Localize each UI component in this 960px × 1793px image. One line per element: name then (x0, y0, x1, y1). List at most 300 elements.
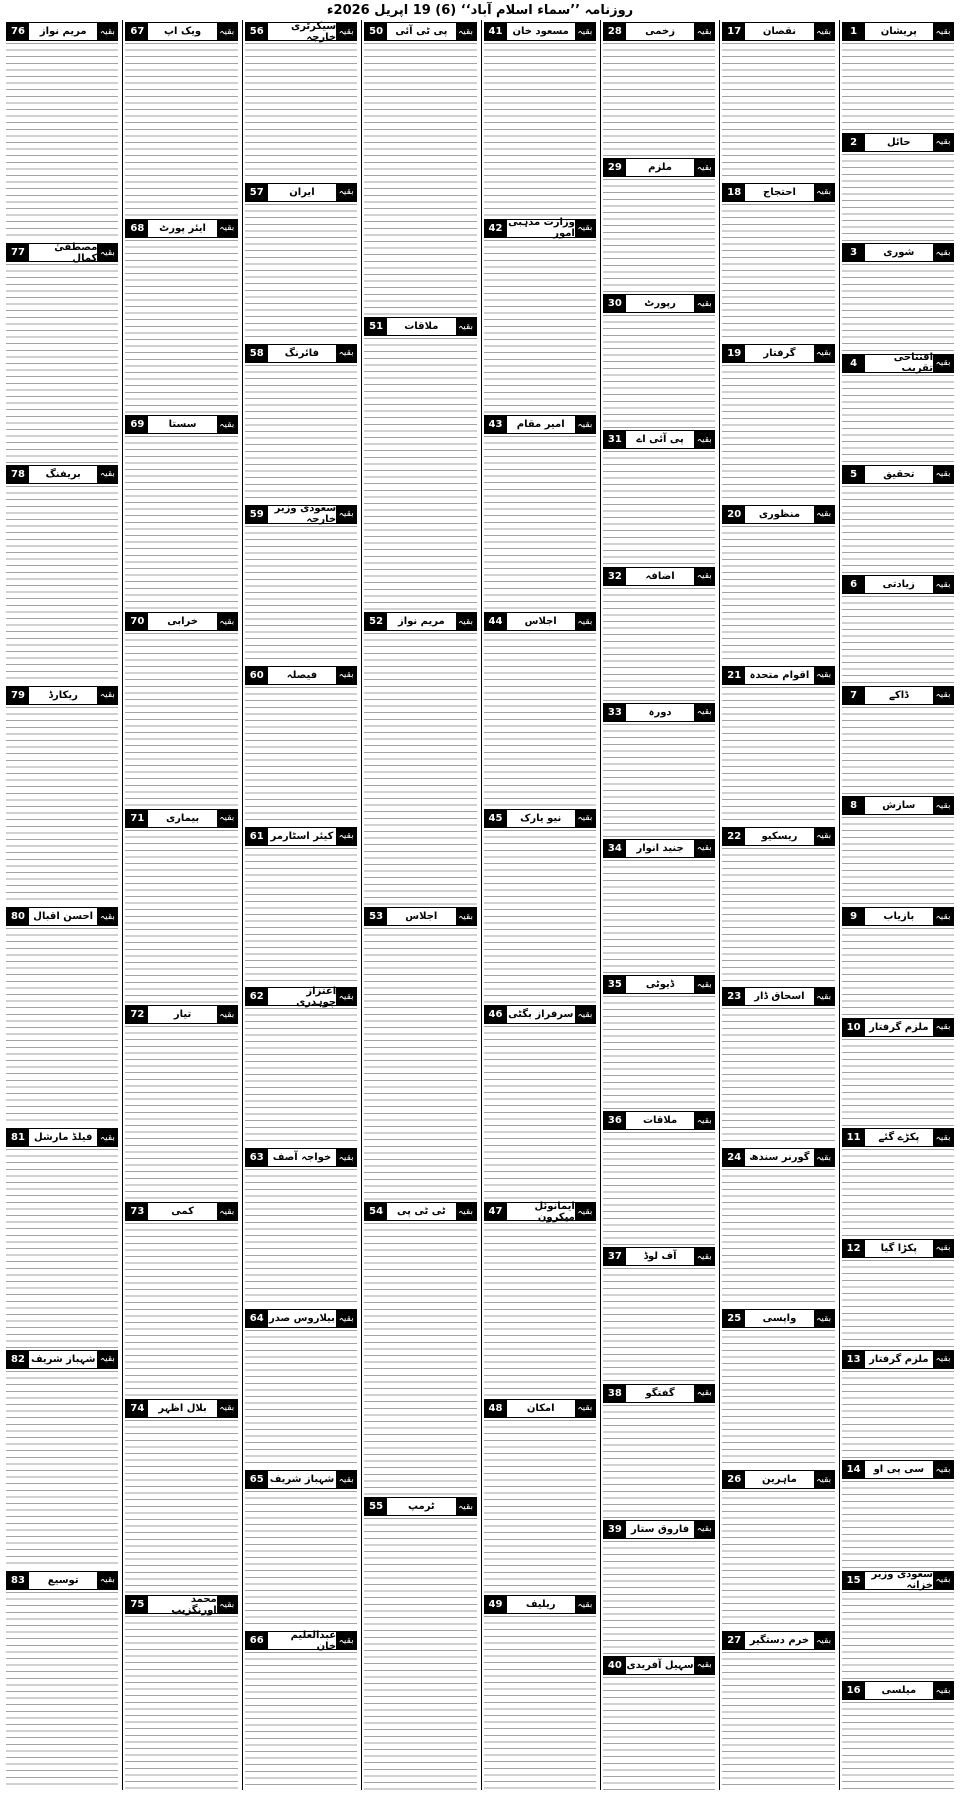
lead-label: بقیہ (814, 988, 834, 1005)
continuation-item (842, 1126, 954, 1237)
continuation-keyword: اضافہ (626, 568, 694, 585)
continuation-number: 9 (843, 908, 865, 925)
continuation-number: 72 (126, 1006, 148, 1023)
continuation-item (484, 1200, 596, 1397)
lead-label: بقیہ (575, 220, 595, 237)
continuation-number: 66 (246, 1632, 268, 1649)
continuation-header (603, 22, 715, 41)
continuation-keyword: واپسی (745, 1310, 813, 1327)
continuation-keyword: دورہ (626, 704, 694, 721)
lead-label: بقیہ (694, 159, 714, 176)
article-body-text (603, 315, 715, 428)
continuation-header (722, 1148, 834, 1167)
lead-label: بقیہ (97, 687, 117, 704)
continuation-item (842, 905, 954, 1016)
lead-label: بقیہ (694, 1112, 714, 1129)
article-body-text (245, 526, 357, 664)
continuation-number: 30 (604, 295, 626, 312)
article-body-text (245, 43, 357, 181)
continuation-item (6, 463, 118, 684)
lead-label: بقیہ (575, 1203, 595, 1220)
continuation-keyword: ٹی ٹی پی (387, 1203, 455, 1220)
article-body-text (484, 1026, 596, 1200)
continuation-header (245, 987, 357, 1006)
article-body-text (484, 830, 596, 1004)
lead-label: بقیہ (336, 667, 356, 684)
continuation-header (603, 294, 715, 313)
continuation-number: 77 (7, 244, 29, 261)
continuation-keyword: جنید انوار (626, 840, 694, 857)
continuation-item (842, 794, 954, 905)
continuation-number: 70 (126, 613, 148, 630)
lead-label: بقیہ (456, 613, 476, 630)
lead-label: بقیہ (814, 1149, 834, 1166)
continuation-header (245, 1309, 357, 1328)
lead-label: بقیہ (933, 355, 953, 372)
lead-label: بقیہ (97, 1572, 117, 1589)
continuation-item (484, 610, 596, 807)
continuation-header (364, 612, 476, 631)
continuation-item (722, 1307, 834, 1468)
article-body-text (722, 1652, 834, 1790)
continuation-number: 16 (843, 1682, 865, 1699)
continuation-header (722, 987, 834, 1006)
article-body-text (484, 436, 596, 610)
continuation-item (364, 905, 476, 1200)
continuation-item (364, 20, 476, 315)
continuation-number: 1 (843, 23, 865, 40)
article-body-text (603, 860, 715, 973)
continuation-number: 52 (365, 613, 387, 630)
continuation-keyword: تیار (148, 1006, 216, 1023)
article-body-text (603, 588, 715, 701)
continuation-keyword: پی آئی اے (626, 431, 694, 448)
article-body-text (6, 928, 118, 1126)
lead-label: بقیہ (694, 704, 714, 721)
continuation-keyword: اعتزاز چوہدری (268, 988, 336, 1005)
lead-label: بقیہ (933, 1019, 953, 1036)
continuation-keyword: سی پی او (865, 1461, 933, 1478)
lead-label: بقیہ (217, 416, 237, 433)
article-body-text (842, 1039, 954, 1127)
news-column (839, 20, 956, 1790)
continuation-item (6, 684, 118, 905)
continuation-number: 10 (843, 1019, 865, 1036)
continuation-keyword: خرم دستگیر (745, 1632, 813, 1649)
continuation-keyword: پریشان (865, 23, 933, 40)
continuation-header (722, 22, 834, 41)
continuation-keyword: ماہرین (745, 1471, 813, 1488)
article-body-text (603, 1132, 715, 1245)
continuation-number: 67 (126, 23, 148, 40)
continuation-item (245, 1629, 357, 1790)
continuation-item (484, 1593, 596, 1790)
article-body-text (842, 1149, 954, 1237)
continuation-keyword: ملزم گرفتار (865, 1351, 933, 1368)
article-body-text (125, 633, 237, 807)
lead-label: بقیہ (814, 184, 834, 201)
continuation-header (484, 415, 596, 434)
lead-label: بقیہ (694, 1248, 714, 1265)
continuation-item (245, 342, 357, 503)
lead-label: بقیہ (814, 23, 834, 40)
article-body-text (603, 1268, 715, 1381)
continuation-header (245, 1148, 357, 1167)
lead-label: بقیہ (217, 1006, 237, 1023)
continuation-number: 37 (604, 1248, 626, 1265)
continuation-number: 76 (7, 23, 29, 40)
continuation-keyword: سعودی وزیر خارجہ (268, 506, 336, 523)
continuation-header (125, 1005, 237, 1024)
continuation-keyword: ایران (268, 184, 336, 201)
article-body-text (484, 43, 596, 217)
continuation-item (364, 1495, 476, 1790)
article-body-text (842, 154, 954, 242)
lead-label: بقیہ (97, 23, 117, 40)
continuation-header (842, 1571, 954, 1590)
continuation-header (603, 1247, 715, 1266)
article-body-text (245, 1330, 357, 1468)
continuation-keyword: احسن اقبال (29, 908, 97, 925)
continuation-item (722, 1468, 834, 1629)
continuation-number: 29 (604, 159, 626, 176)
continuation-item (722, 342, 834, 503)
article-body-text (125, 1223, 237, 1397)
continuation-header (6, 686, 118, 705)
article-body-text (722, 43, 834, 181)
continuation-item (842, 20, 954, 131)
continuation-header (245, 22, 357, 41)
continuation-keyword: ریکارڈ (29, 687, 97, 704)
lead-label: بقیہ (97, 1351, 117, 1368)
continuation-number: 23 (723, 988, 745, 1005)
continuation-item (842, 1348, 954, 1459)
continuation-number: 50 (365, 23, 387, 40)
lead-label: بقیہ (694, 1521, 714, 1538)
continuation-header (6, 465, 118, 484)
continuation-header (603, 1384, 715, 1403)
lead-label: بقیہ (336, 506, 356, 523)
continuation-header (603, 1656, 715, 1675)
continuation-number: 82 (7, 1351, 29, 1368)
continuation-number: 45 (485, 810, 507, 827)
continuation-number: 18 (723, 184, 745, 201)
continuation-keyword: مسعود خان (507, 23, 575, 40)
continuation-header (842, 907, 954, 926)
continuation-item (722, 985, 834, 1146)
continuation-item (6, 241, 118, 462)
continuation-header (603, 1520, 715, 1539)
continuation-keyword: سیکرٹری خارجہ (268, 23, 336, 40)
article-body-text (245, 687, 357, 825)
continuation-item (484, 1003, 596, 1200)
continuation-number: 48 (485, 1400, 507, 1417)
lead-label: بقیہ (97, 466, 117, 483)
continuation-number: 49 (485, 1596, 507, 1613)
article-body-text (842, 486, 954, 574)
continuation-number: 17 (723, 23, 745, 40)
continuation-number: 60 (246, 667, 268, 684)
lead-label: بقیہ (694, 976, 714, 993)
continuation-number: 56 (246, 23, 268, 40)
continuation-number: 31 (604, 431, 626, 448)
continuation-number: 40 (604, 1657, 626, 1674)
continuation-header (484, 809, 596, 828)
continuation-header (484, 1202, 596, 1221)
continuation-header (842, 354, 954, 373)
continuation-header (364, 22, 476, 41)
article-body-text (245, 1008, 357, 1146)
news-column (600, 20, 717, 1790)
continuation-item (484, 1397, 596, 1594)
continuation-keyword: پکڑا گیا (865, 1240, 933, 1257)
continuation-number: 4 (843, 355, 865, 372)
continuation-keyword: سہیل آفریدی (626, 1657, 694, 1674)
article-body-text (842, 1371, 954, 1459)
continuation-item (484, 20, 596, 217)
lead-label: بقیہ (694, 840, 714, 857)
continuation-number: 20 (723, 506, 745, 523)
continuation-header (245, 183, 357, 202)
continuation-item (603, 701, 715, 837)
continuation-keyword: ٹرمپ (387, 1498, 455, 1515)
article-body-text (603, 1677, 715, 1790)
continuation-number: 68 (126, 220, 148, 237)
article-body-text (842, 1702, 954, 1790)
continuation-header (842, 1350, 954, 1369)
continuation-number: 59 (246, 506, 268, 523)
continuation-keyword: گرفتار (745, 345, 813, 362)
article-body-text (603, 1541, 715, 1654)
continuation-keyword: مریم نواز (387, 613, 455, 630)
lead-label: بقیہ (336, 1471, 356, 1488)
continuation-keyword: بازیاب (865, 908, 933, 925)
continuation-keyword: سعودی وزیر خزانہ (865, 1572, 933, 1589)
continuation-header (6, 907, 118, 926)
continuation-keyword: بیلاروس صدر (268, 1310, 336, 1327)
continuation-header (6, 1128, 118, 1147)
lead-label: بقیہ (575, 613, 595, 630)
continuation-header (484, 1399, 596, 1418)
continuation-keyword: مریم نواز (29, 23, 97, 40)
continuation-number: 19 (723, 345, 745, 362)
continuation-header (722, 666, 834, 685)
continuation-item (125, 1200, 237, 1397)
continuation-header (842, 796, 954, 815)
continuation-header (364, 1202, 476, 1221)
continuation-item (842, 463, 954, 574)
continuation-header (842, 575, 954, 594)
continuation-number: 7 (843, 687, 865, 704)
lead-label: بقیہ (336, 23, 356, 40)
continuation-item (842, 352, 954, 463)
continuation-header (842, 465, 954, 484)
article-body-text (722, 526, 834, 664)
lead-label: بقیہ (217, 23, 237, 40)
lead-label: بقیہ (933, 1129, 953, 1146)
continuation-header (245, 666, 357, 685)
lead-label: بقیہ (694, 1385, 714, 1402)
continuation-number: 78 (7, 466, 29, 483)
lead-label: بقیہ (933, 1461, 953, 1478)
lead-label: بقیہ (814, 1310, 834, 1327)
continuation-number: 5 (843, 466, 865, 483)
continuation-number: 11 (843, 1129, 865, 1146)
article-body-text (245, 204, 357, 342)
continuation-item (245, 1307, 357, 1468)
continuation-item (125, 807, 237, 1004)
article-body-text (842, 596, 954, 684)
continuation-number: 6 (843, 576, 865, 593)
article-body-text (364, 1518, 476, 1790)
continuation-header (364, 1497, 476, 1516)
continuation-header (842, 22, 954, 41)
continuation-number: 43 (485, 416, 507, 433)
continuation-keyword: احتجاج (745, 184, 813, 201)
continuation-keyword: نیو یارک (507, 810, 575, 827)
continuation-header (722, 344, 834, 363)
article-body-text (722, 848, 834, 986)
continuation-keyword: ویک اپ (148, 23, 216, 40)
continuation-keyword: شہباز شریف (268, 1471, 336, 1488)
continuation-number: 64 (246, 1310, 268, 1327)
lead-label: بقیہ (456, 1203, 476, 1220)
continuation-keyword: اجلاس (387, 908, 455, 925)
continuation-header (484, 22, 596, 41)
lead-label: بقیہ (575, 1006, 595, 1023)
article-body-text (722, 687, 834, 825)
lead-label: بقیہ (217, 1203, 237, 1220)
continuation-header (125, 612, 237, 631)
continuation-item (842, 684, 954, 795)
continuation-item (245, 1146, 357, 1307)
continuation-item (125, 1397, 237, 1594)
continuation-header (603, 567, 715, 586)
continuation-number: 22 (723, 828, 745, 845)
article-body-text (245, 1491, 357, 1629)
continuation-keyword: ملزم گرفتار (865, 1019, 933, 1036)
continuation-header (484, 1005, 596, 1024)
continuation-item (603, 837, 715, 973)
lead-label: بقیہ (933, 687, 953, 704)
continuation-keyword: اقوام متحدہ (745, 667, 813, 684)
continuation-keyword: بیماری (148, 810, 216, 827)
continuation-item (842, 573, 954, 684)
continuation-header (722, 183, 834, 202)
continuation-item (603, 973, 715, 1109)
lead-label: بقیہ (336, 1310, 356, 1327)
continuation-item (6, 1126, 118, 1347)
continuation-keyword: سازش (865, 797, 933, 814)
article-body-text (722, 1491, 834, 1629)
continuation-header (484, 219, 596, 238)
continuation-item (842, 1679, 954, 1790)
continuation-keyword: بلال اظہر (148, 1400, 216, 1417)
article-body-text (6, 43, 118, 241)
lead-label: بقیہ (575, 810, 595, 827)
continuation-keyword: خواجہ آصف (268, 1149, 336, 1166)
continuation-number: 27 (723, 1632, 745, 1649)
continuation-header (364, 907, 476, 926)
continuation-item (722, 1146, 834, 1307)
continuation-item (245, 825, 357, 986)
article-body-text (364, 1223, 476, 1495)
continuation-header (842, 1681, 954, 1700)
continuation-item (245, 985, 357, 1146)
continuation-number: 3 (843, 244, 865, 261)
continuation-item (603, 428, 715, 564)
article-body-text (484, 1223, 596, 1397)
continuation-item (245, 503, 357, 664)
news-column (719, 20, 836, 1790)
article-body-text (125, 436, 237, 610)
article-body-text (722, 1330, 834, 1468)
continuation-number: 42 (485, 220, 507, 237)
lead-label: بقیہ (933, 134, 953, 151)
continuation-keyword: فاروق ستار (626, 1521, 694, 1538)
article-body-text (484, 1420, 596, 1594)
article-body-text (6, 486, 118, 684)
continuation-header (603, 839, 715, 858)
continuation-header (484, 1595, 596, 1614)
continuation-number: 74 (126, 1400, 148, 1417)
lead-label: بقیہ (336, 184, 356, 201)
lead-label: بقیہ (575, 1596, 595, 1613)
continuation-number: 65 (246, 1471, 268, 1488)
continuation-item (245, 181, 357, 342)
columns-container (4, 20, 956, 1790)
continuation-header (6, 1350, 118, 1369)
continuation-item (842, 1569, 954, 1680)
continuation-keyword: سستا (148, 416, 216, 433)
continuation-item (842, 241, 954, 352)
lead-label: بقیہ (456, 318, 476, 335)
article-body-text (722, 1008, 834, 1146)
continuation-header (842, 243, 954, 262)
continuation-keyword: سرفراز بگٹی (507, 1006, 575, 1023)
continuation-header (722, 1309, 834, 1328)
article-body-text (6, 264, 118, 462)
continuation-header (245, 827, 357, 846)
continuation-header (125, 809, 237, 828)
continuation-header (125, 415, 237, 434)
continuation-keyword: زیادتی (865, 576, 933, 593)
continuation-header (6, 22, 118, 41)
continuation-number: 51 (365, 318, 387, 335)
lead-label: بقیہ (694, 1657, 714, 1674)
continuation-number: 26 (723, 1471, 745, 1488)
lead-label: بقیہ (336, 828, 356, 845)
continuation-item (722, 1629, 834, 1790)
continuation-item (364, 315, 476, 610)
continuation-number: 61 (246, 828, 268, 845)
continuation-item (842, 1016, 954, 1127)
continuation-number: 13 (843, 1351, 865, 1368)
continuation-keyword: ریلیف (507, 1596, 575, 1613)
lead-label: بقیہ (814, 828, 834, 845)
continuation-item (722, 664, 834, 825)
continuation-header (125, 219, 237, 238)
continuation-keyword: توسیع (29, 1572, 97, 1589)
lead-label: بقیہ (575, 23, 595, 40)
continuation-keyword: ایئر پورٹ (148, 220, 216, 237)
continuation-header (842, 1018, 954, 1037)
continuation-keyword: پی ٹی آئی (387, 23, 455, 40)
continuation-item (603, 20, 715, 156)
article-body-text (603, 724, 715, 837)
article-body-text (842, 817, 954, 905)
continuation-header (6, 243, 118, 262)
